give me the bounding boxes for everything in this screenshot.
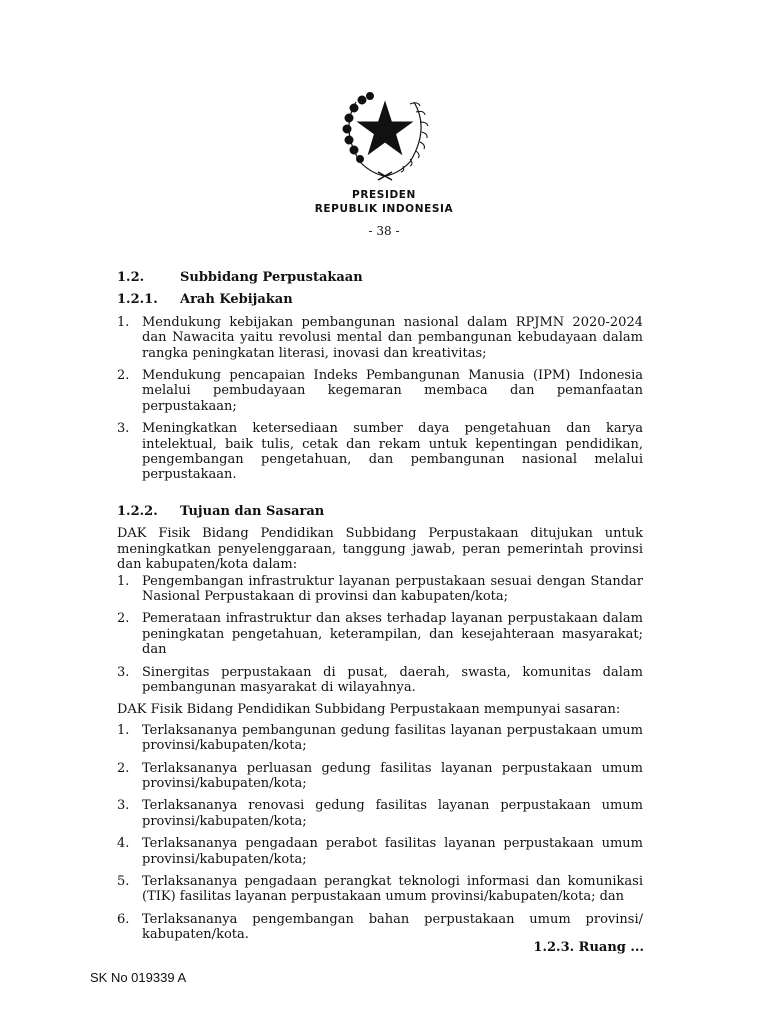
list-item: 5. Terlaksananya pengadaan perangkat teknologi informasi dan komunikasi (TIK) fasilitas layanan perpustakaan umum provinsi/kabupaten/kota; dan xyxy=(117,874,643,905)
list-item: 2. Terlaksananya perluasan gedung fasilitas layanan perpustakaan umum provinsi/kabupaten/kota; xyxy=(117,760,643,791)
targets-list xyxy=(117,723,643,943)
goals-list xyxy=(117,574,643,696)
page-number: - 38 - xyxy=(368,224,400,238)
list-item: 3. Terlaksananya renovasi gedung fasilitas layanan perpustakaan umum provinsi/kabupaten/kota; xyxy=(117,798,643,829)
list-item: 2. Mendukung pencapaian Indeks Pembangunan Manusia (IPM) Indonesia melalui pembudayaan kegemaran membaca dan pemanfaatan perpustakaan; xyxy=(117,368,643,414)
section-number: 1.2. xyxy=(117,270,145,285)
continuation-marker: 1.2.3. Ruang ... xyxy=(533,940,644,955)
policy-list xyxy=(117,315,643,483)
section-title: Subbidang Perpustakaan xyxy=(180,270,363,285)
list-item: 1. Mendukung kebijakan pembangunan nasional dalam RPJMN 2020-2024 dan Nawacita yaitu revolusi mental dan pembangunan kebudayaan dalam rangka peningkatan literasi, inovasi dan kreativitas; xyxy=(117,314,643,361)
footer-serial: SK No 019339 A xyxy=(90,970,187,985)
section-heading-1-2-2 xyxy=(117,504,643,519)
targets-intro: DAK Fisik Bidang Pendidikan Subbidang Perpustakaan mempunyai sasaran: xyxy=(117,702,621,718)
list-item: 3. Meningkatkan ketersediaan sumber daya pengetahuan dan karya intelektual, baik tulis, cetak dan rekam untuk kepentingan pendidikan, pengembangan pengetahuan, dan pembangunan nasional melalui perpustakaan. xyxy=(117,421,643,483)
header-republic: REPUBLIK INDONESIA xyxy=(314,203,454,215)
goals-intro: DAK Fisik Bidang Pendidikan Subbidang Perpustakaan ditujukan untuk meningkatkan penyelenggaraan, tanggung jawab, peran pemerintah provinsi dan kabupaten/kota dalam: xyxy=(117,526,643,573)
list-item: 2. Pemerataan infrastruktur dan akses terhadap layanan perpustakaan dalam peningkatan pengetahuan, keterampilan, dan kesejahteraan masyarakat; dan xyxy=(117,611,643,658)
presidential-emblem-icon xyxy=(330,84,440,184)
section-number: 1.2.1. xyxy=(117,292,158,308)
list-item: 1. Pengembangan infrastruktur layanan perpustakaan sesuai dengan Standar Nasional Perpustakaan di provinsi dan kabupaten/kota; xyxy=(117,573,643,604)
section-heading-1-2-1 xyxy=(117,292,643,307)
header-president: PRESIDEN xyxy=(352,189,416,201)
section-heading-1-2 xyxy=(117,270,643,285)
section-title: Arah Kebijakan xyxy=(180,292,293,308)
body-content xyxy=(117,270,643,950)
list-item: 3. Sinergitas perpustakaan di pusat, daerah, swasta, komunitas dalam pembangunan masyarakat di wilayahnya. xyxy=(117,664,643,695)
section-title: Tujuan dan Sasaran xyxy=(180,503,325,519)
list-item: 4. Terlaksananya pengadaan perabot fasilitas layanan perpustakaan umum provinsi/kabupaten/kota; xyxy=(117,836,643,867)
list-item: 6. Terlaksananya pengembangan bahan perpustakaan umum provinsi/ kabupaten/kota. xyxy=(117,911,643,943)
list-item: 1. Terlaksananya pembangunan gedung fasilitas layanan perpustakaan umum provinsi/kabupaten/kota; xyxy=(117,722,643,754)
section-number: 1.2.2. xyxy=(117,503,158,519)
